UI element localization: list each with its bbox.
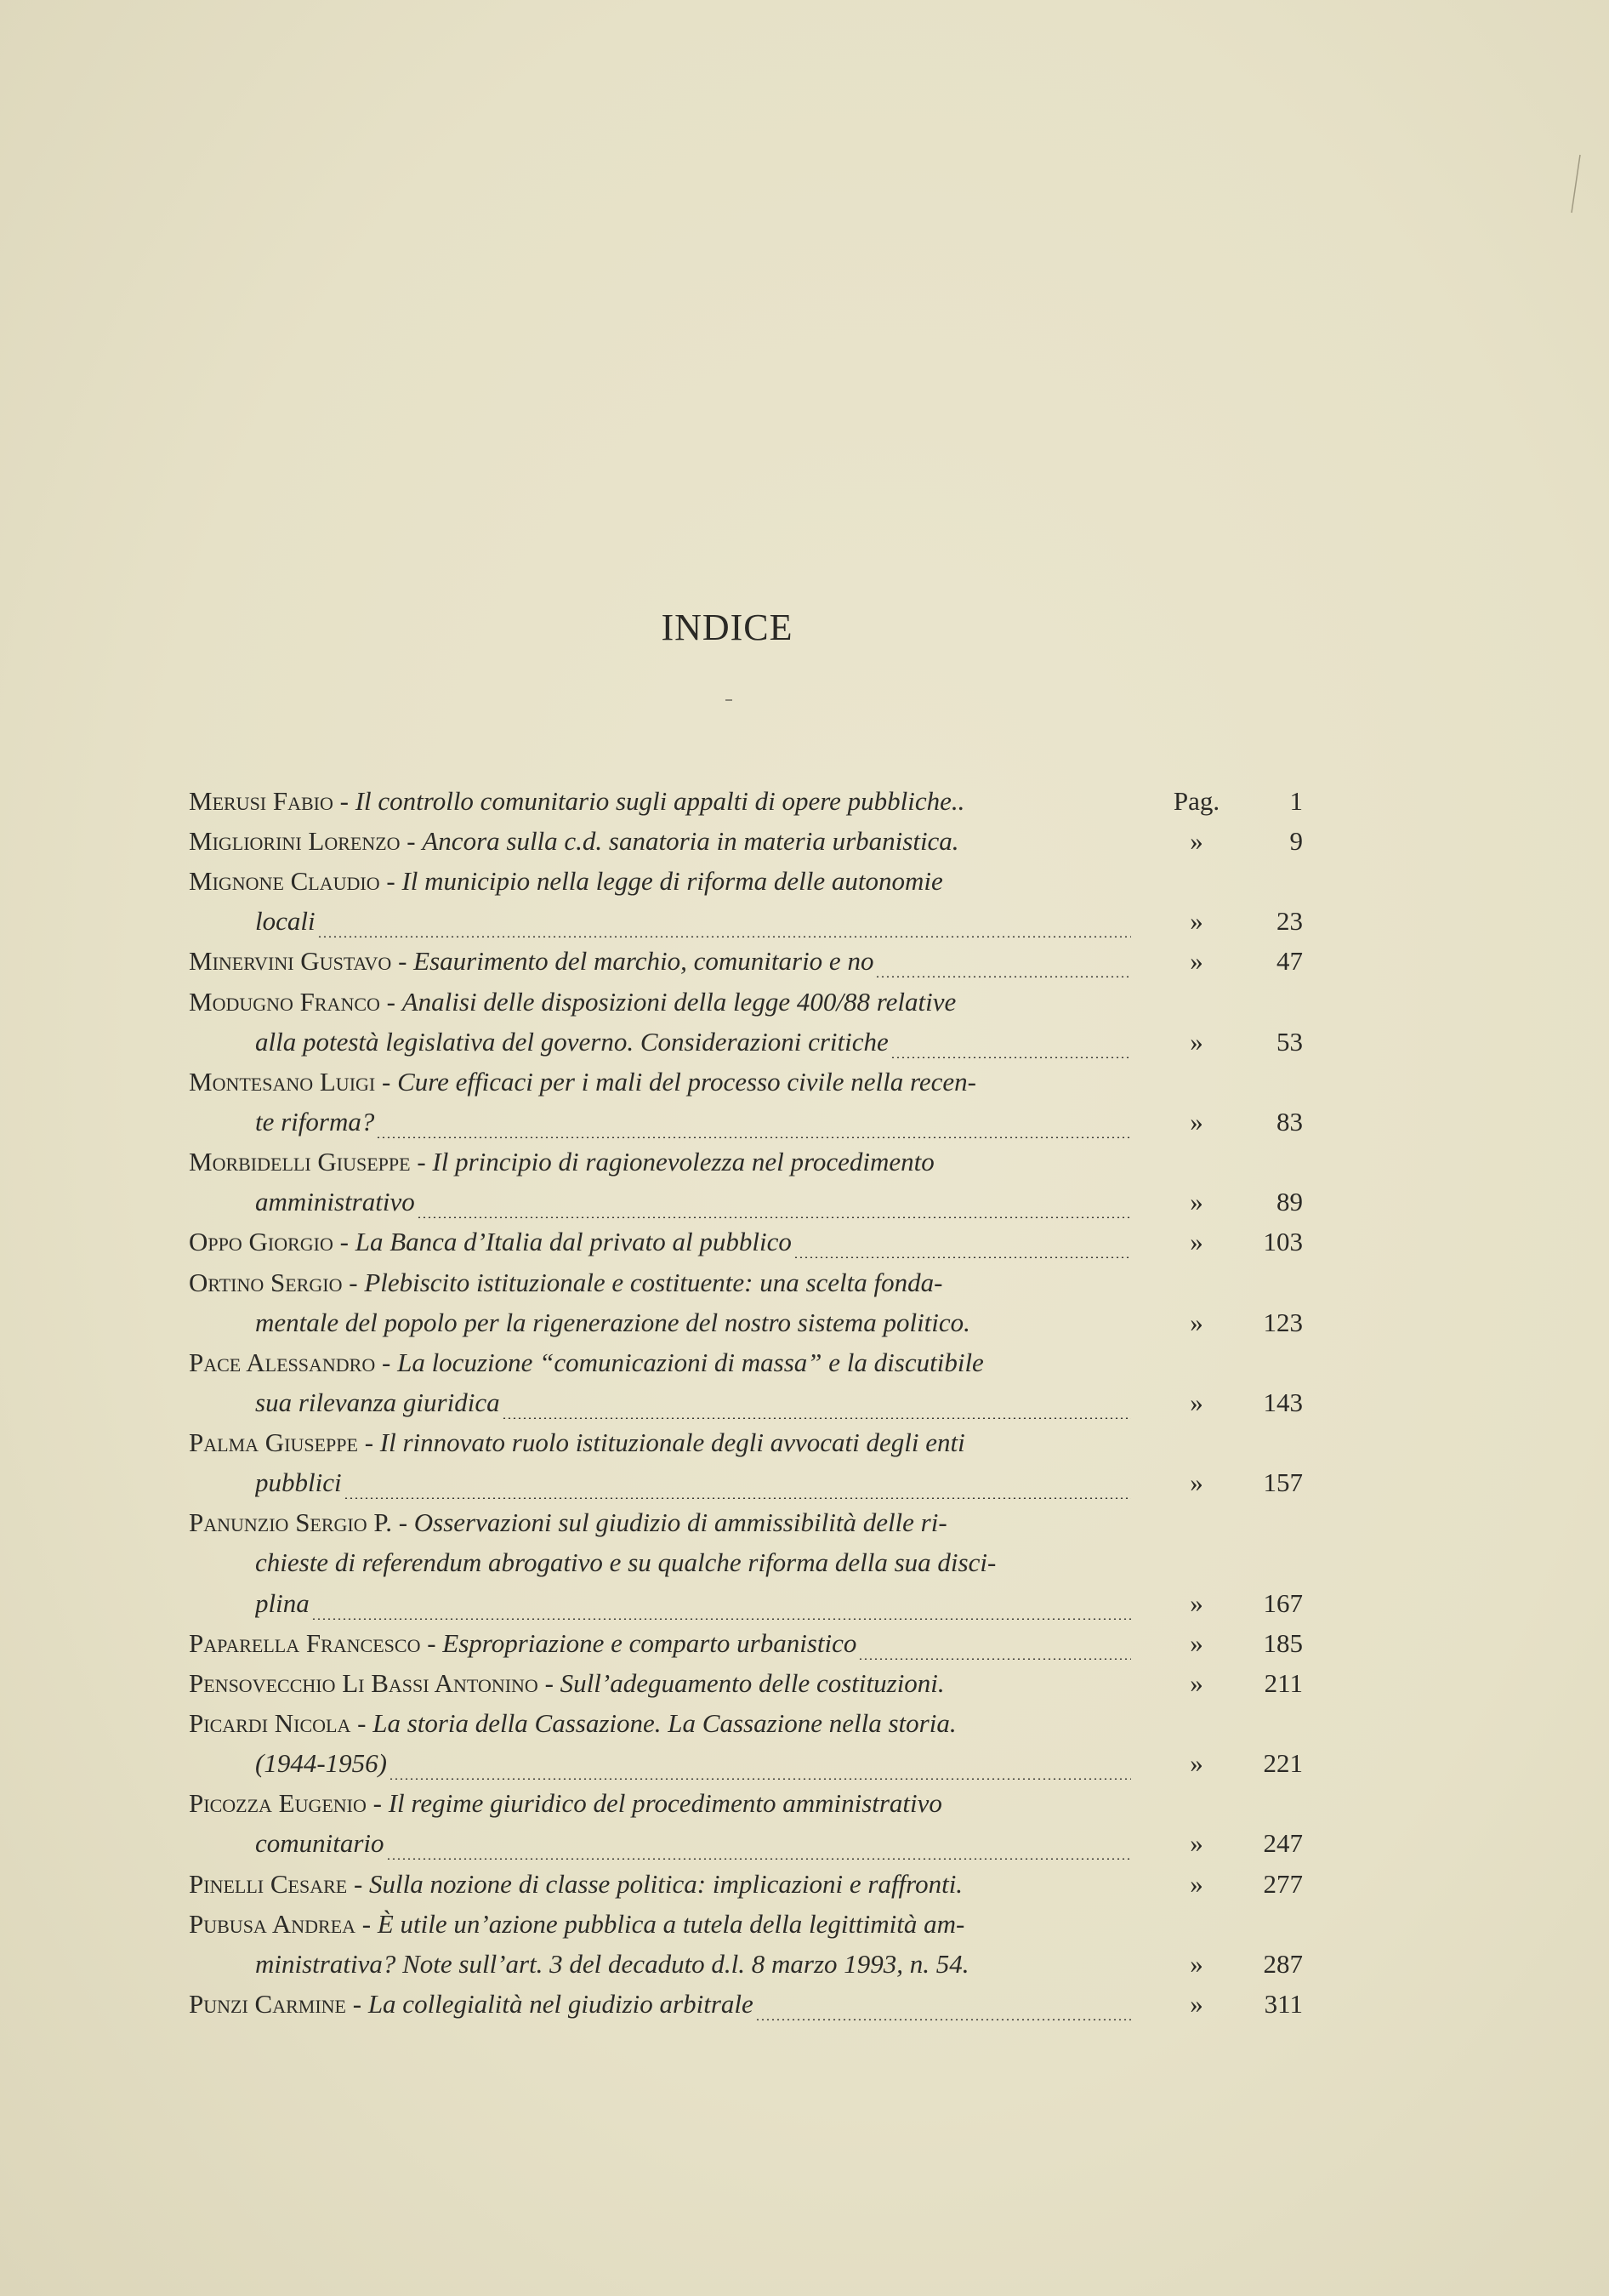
entry-separator: - xyxy=(375,1347,398,1377)
entry-author: Pensovecchio Li Bassi Antonino xyxy=(189,1668,538,1698)
toc-entry xyxy=(189,1507,1303,1545)
page-number: 53 xyxy=(1276,1027,1303,1057)
ditto-mark: » xyxy=(1190,906,1203,936)
page-number: 123 xyxy=(1263,1308,1303,1337)
ditto-mark: » xyxy=(1190,1107,1203,1137)
entry-title-continued: alla potestà legislativa del governo. Considerazioni critiche xyxy=(255,1027,889,1057)
ditto-mark: » xyxy=(1190,1869,1203,1899)
toc-entry xyxy=(189,1788,1303,1826)
toc-entry-continuation xyxy=(189,1748,1303,1786)
toc-entry-continuation xyxy=(189,1107,1303,1144)
entry-title: Analisi delle disposizioni della legge 400/88 relative xyxy=(401,987,957,1017)
ditto-mark: » xyxy=(1190,946,1203,976)
toc-entry xyxy=(189,1628,1303,1666)
entry-title: La Banca d’Italia dal privato al pubblico xyxy=(355,1227,792,1256)
page-number: 211 xyxy=(1264,1668,1303,1698)
entry-title-continued: te riforma? xyxy=(255,1107,375,1137)
dot-leader xyxy=(502,1417,1131,1419)
page-number: 47 xyxy=(1276,946,1303,976)
page-number: 143 xyxy=(1263,1387,1303,1417)
dot-leader xyxy=(389,1778,1131,1780)
dot-leader xyxy=(386,1858,1131,1860)
toc-entry xyxy=(189,946,1303,983)
page-number: 287 xyxy=(1263,1949,1303,1979)
ditto-mark: » xyxy=(1190,1387,1203,1417)
page-number: 89 xyxy=(1276,1187,1303,1216)
ditto-mark: » xyxy=(1190,1628,1203,1658)
ditto-mark: » xyxy=(1190,1748,1203,1778)
entry-title-continued: amministrativo xyxy=(255,1187,415,1216)
toc-entry-continuation xyxy=(189,1467,1303,1505)
entry-title: Il principio di ragionevolezza nel procedimento xyxy=(432,1147,935,1176)
entry-author: Migliorini Lorenzo xyxy=(189,826,401,856)
page-edge-mark-icon xyxy=(1566,153,1583,221)
entry-separator: - xyxy=(347,1869,370,1899)
entry-separator: - xyxy=(391,946,414,976)
entry-title: Plebiscito istituzionale e costituente: una scelta fonda- xyxy=(364,1268,943,1297)
entry-author: Punzi Carmine xyxy=(189,1989,346,2019)
toc-entry xyxy=(189,1708,1303,1746)
page-number: 103 xyxy=(1263,1227,1303,1256)
entry-separator: - xyxy=(400,826,423,856)
page-title: INDICE xyxy=(661,607,793,648)
dot-leader xyxy=(317,936,1131,937)
ditto-mark: » xyxy=(1190,1027,1203,1057)
page-number: 157 xyxy=(1263,1467,1303,1497)
toc-entry-continuation xyxy=(189,906,1303,943)
entry-title: La collegialità nel giudizio arbitrale xyxy=(367,1989,753,2019)
ditto-mark: » xyxy=(1190,1227,1203,1256)
toc-entry-continuation xyxy=(189,1387,1303,1425)
page-number: 221 xyxy=(1263,1748,1303,1778)
ditto-mark: » xyxy=(1190,1467,1203,1497)
entry-author: Pace Alessandro xyxy=(189,1347,376,1377)
entry-title: La locuzione “comunicazioni di massa” e la discutibile xyxy=(397,1347,984,1377)
entry-title: È utile un’azione pubblica a tutela della legittimità am- xyxy=(377,1909,965,1939)
toc-entry-continuation xyxy=(189,1949,1303,1986)
entry-title: Espropriazione e comparto urbanistico xyxy=(442,1628,857,1658)
page-number: 277 xyxy=(1263,1869,1303,1899)
entry-author: Palma Giuseppe xyxy=(189,1427,358,1457)
entry-separator: - xyxy=(333,1227,355,1256)
entry-title-continued: sua rilevanza giuridica xyxy=(255,1387,500,1417)
entry-separator: - xyxy=(410,1147,433,1176)
entry-author: Pubusa Andrea xyxy=(189,1909,356,1939)
entry-title: Sull’adeguamento delle costituzioni. xyxy=(560,1668,945,1698)
title-divider xyxy=(725,699,732,701)
entry-author: Morbidelli Giuseppe xyxy=(189,1147,411,1176)
page-number: 9 xyxy=(1289,826,1303,856)
entry-separator: - xyxy=(342,1268,365,1297)
entry-title-continued: comunitario xyxy=(255,1828,384,1858)
entry-separator: - xyxy=(379,987,402,1017)
entry-separator: - xyxy=(379,866,402,896)
dot-leader xyxy=(376,1137,1131,1138)
toc-entry-continuation xyxy=(189,1547,1303,1585)
toc-entry-continuation xyxy=(189,1828,1303,1866)
entry-separator: - xyxy=(375,1067,398,1097)
entry-separator: - xyxy=(366,1788,389,1818)
toc-entry xyxy=(189,786,1303,823)
toc-entry xyxy=(189,1227,1303,1264)
entry-separator: - xyxy=(333,786,355,816)
page-number: 167 xyxy=(1263,1588,1303,1618)
toc-entry xyxy=(189,866,1303,903)
entry-author: Paparella Francesco xyxy=(189,1628,421,1658)
toc-entry xyxy=(189,1067,1303,1104)
entry-separator: - xyxy=(345,1989,368,2019)
dot-leader xyxy=(417,1216,1131,1218)
toc-entry xyxy=(189,1268,1303,1305)
entry-author: Minervini Gustavo xyxy=(189,946,392,976)
ditto-mark: » xyxy=(1190,1308,1203,1337)
ditto-mark: » xyxy=(1190,1668,1203,1698)
entry-separator: - xyxy=(420,1628,443,1658)
page-number: 23 xyxy=(1276,906,1303,936)
entry-author: Mignone Claudio xyxy=(189,866,380,896)
entry-title: Il municipio nella legge di riforma delle autonomie xyxy=(401,866,943,896)
entry-title-continued: mentale del popolo per la rigenerazione del nostro sistema politico. xyxy=(255,1308,970,1337)
entry-author: Ortino Sergio xyxy=(189,1268,343,1297)
entry-author: Merusi Fabio xyxy=(189,786,333,816)
entry-author: Modugno Franco xyxy=(189,987,380,1017)
toc-entry-continuation xyxy=(189,1187,1303,1224)
ditto-mark: » xyxy=(1190,1588,1203,1618)
entry-separator: - xyxy=(350,1708,373,1738)
entry-title: Il rinnovato ruolo istituzionale degli avvocati degli enti xyxy=(379,1427,965,1457)
dot-leader xyxy=(875,976,1131,977)
toc-entry xyxy=(189,1989,1303,2026)
entry-separator: - xyxy=(391,1507,414,1537)
ditto-mark: » xyxy=(1190,1949,1203,1979)
entry-title-continued: pubblici xyxy=(255,1467,342,1497)
ditto-mark: » xyxy=(1190,1828,1203,1858)
entry-title-continued: plina xyxy=(255,1588,310,1618)
entry-title: Cure efficaci per i mali del processo civile nella recen- xyxy=(397,1067,976,1097)
entry-title: Ancora sulla c.d. sanatoria in materia urbanistica. xyxy=(422,826,959,856)
entry-author: Picozza Eugenio xyxy=(189,1788,367,1818)
entry-separator: - xyxy=(537,1668,560,1698)
dot-leader xyxy=(755,2019,1131,2020)
toc-entry-continuation xyxy=(189,1588,1303,1626)
entry-title: Il regime giuridico del procedimento amministrativo xyxy=(388,1788,942,1818)
toc-entry-continuation xyxy=(189,1027,1303,1064)
entry-author: Pinelli Cesare xyxy=(189,1869,348,1899)
page-number: 247 xyxy=(1263,1828,1303,1858)
ditto-mark: » xyxy=(1190,826,1203,856)
dot-leader xyxy=(890,1057,1131,1058)
entry-title: Esaurimento del marchio, comunitario e no xyxy=(413,946,874,976)
page-reference-label: Pag. xyxy=(1173,786,1220,816)
entry-title-continued: locali xyxy=(255,906,316,936)
dot-leader xyxy=(344,1497,1131,1499)
entry-title-continued: chieste di referendum abrogativo e su qualche riforma della sua disci- xyxy=(255,1547,997,1577)
entry-title: Il controllo comunitario sugli appalti di opere pubbliche.. xyxy=(355,786,965,816)
entry-title: La storia della Cassazione. La Cassazione nella storia. xyxy=(372,1708,957,1738)
page-number: 311 xyxy=(1264,1989,1303,2019)
toc-entry xyxy=(189,1427,1303,1465)
toc-entry xyxy=(189,1909,1303,1946)
entry-author: Montesano Luigi xyxy=(189,1067,376,1097)
toc-entry xyxy=(189,987,1303,1024)
ditto-mark: » xyxy=(1190,1989,1203,2019)
toc-entry xyxy=(189,1668,1303,1706)
ditto-mark: » xyxy=(1190,1187,1203,1216)
entry-author: Oppo Giorgio xyxy=(189,1227,333,1256)
entry-title: Osservazioni sul giudizio di ammissibilità delle ri- xyxy=(413,1507,947,1537)
toc-entry xyxy=(189,1347,1303,1385)
entry-author: Panunzio Sergio P. xyxy=(189,1507,392,1537)
dot-leader xyxy=(311,1618,1131,1620)
entry-title-continued: (1944-1956) xyxy=(255,1748,387,1778)
page-number: 83 xyxy=(1276,1107,1303,1137)
page-number: 185 xyxy=(1263,1628,1303,1658)
toc-entry xyxy=(189,826,1303,863)
dot-leader xyxy=(793,1256,1131,1258)
toc-entry-continuation xyxy=(189,1308,1303,1345)
entry-title-continued: ministrativa? Note sull’art. 3 del decaduto d.l. 8 marzo 1993, n. 54. xyxy=(255,1949,969,1979)
entry-author: Picardi Nicola xyxy=(189,1708,351,1738)
dot-leader xyxy=(858,1658,1131,1660)
page-number: 1 xyxy=(1289,786,1303,816)
toc-entry xyxy=(189,1869,1303,1906)
entry-separator: - xyxy=(357,1427,380,1457)
entry-separator: - xyxy=(355,1909,378,1939)
toc-entry xyxy=(189,1147,1303,1184)
entry-title: Sulla nozione di classe politica: implicazioni e raffronti. xyxy=(369,1869,964,1899)
